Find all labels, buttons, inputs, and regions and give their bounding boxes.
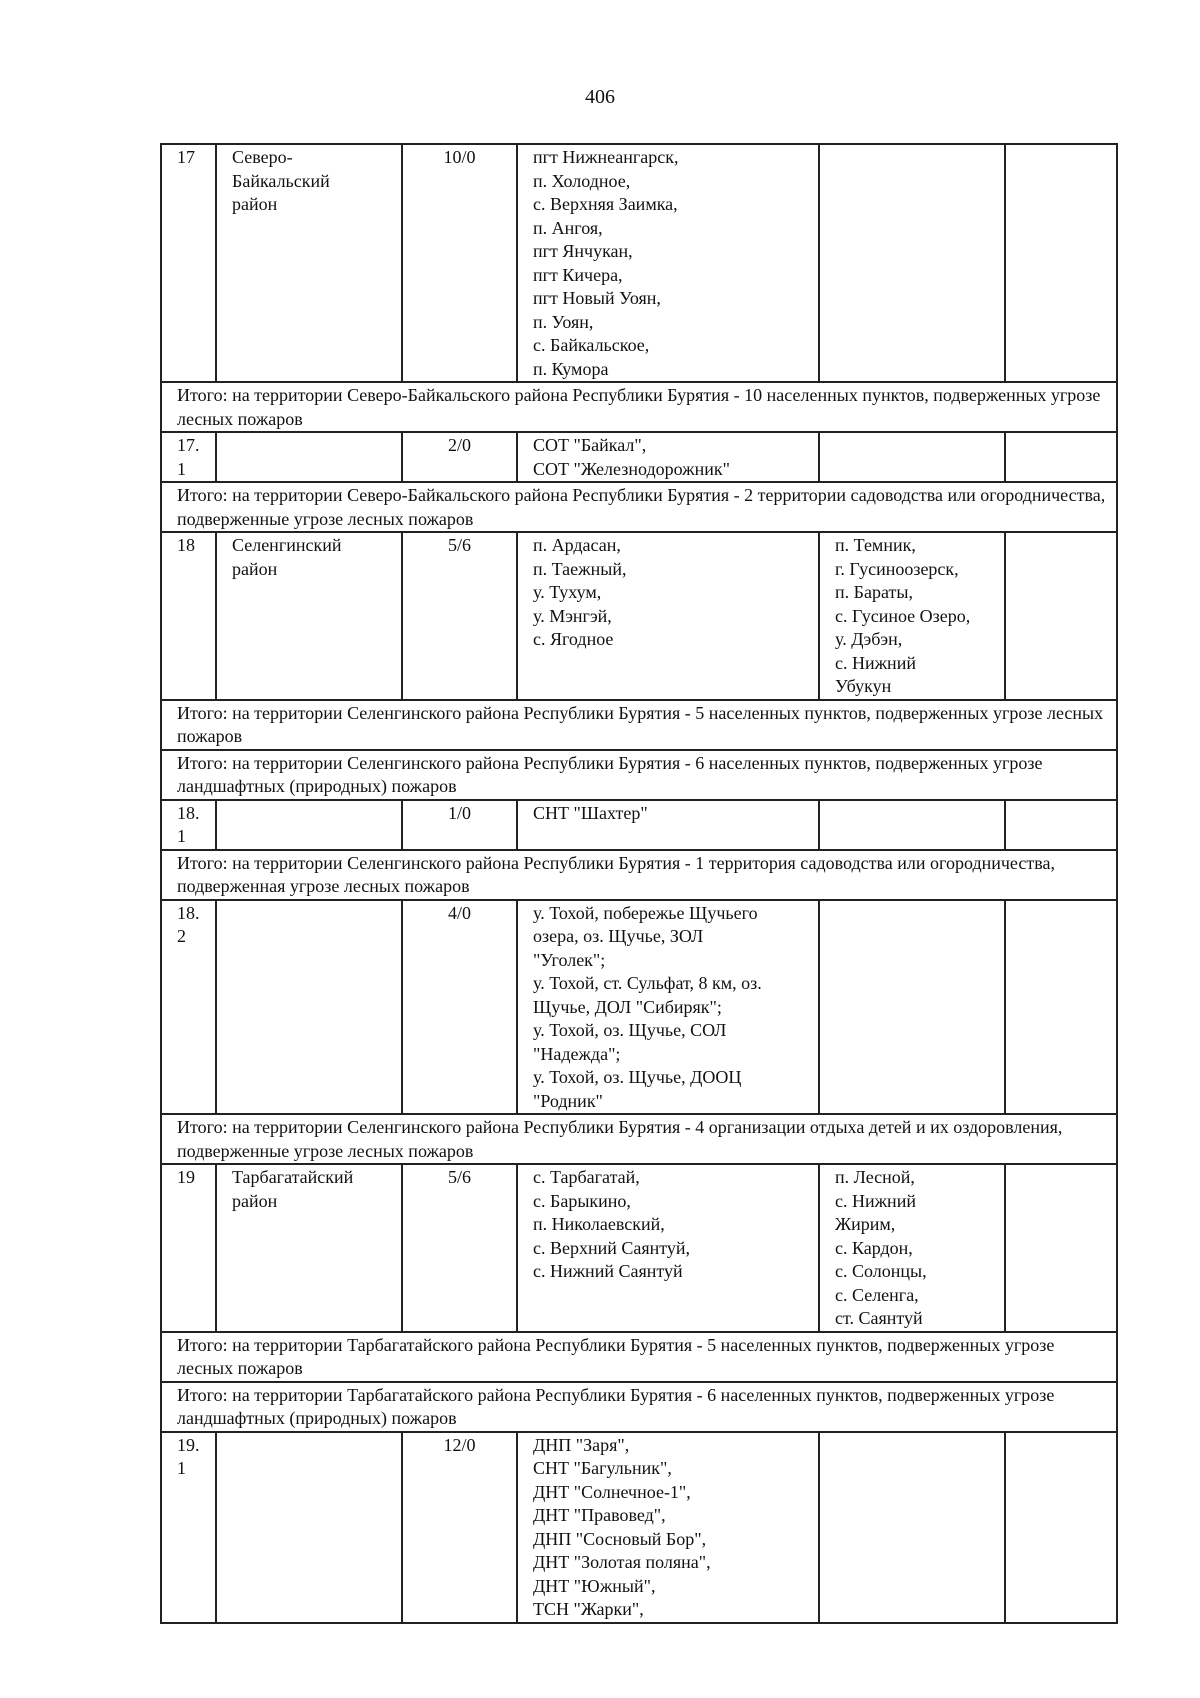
row-number: 18. 2 <box>161 900 216 1115</box>
forest-fire-settlements: ДНП "Заря", СНТ "Багульник", ДНТ "Солнечное-1", ДНТ "Правовед", ДНП "Сосновый Бор", ДНТ "Золотая поляна", ДНТ "Южный", ТСН "Жарки", <box>517 1432 819 1623</box>
table-row <box>161 1164 1117 1332</box>
summary-row <box>161 1382 1117 1432</box>
summary-text: Итого: на территории Селенгинского района Республики Бурятия - 1 территория садоводства или огородничества, подверженная угрозе лесных пожаров <box>161 850 1117 900</box>
summary-row <box>161 700 1117 750</box>
empty-cell <box>1005 432 1117 482</box>
table-row <box>161 800 1117 850</box>
counts-cell: 4/0 <box>402 900 517 1115</box>
forest-fire-settlements: СНТ "Шахтер" <box>517 800 819 850</box>
row-number: 17. 1 <box>161 432 216 482</box>
landscape-fire-settlements: п. Лесной, с. Нижний Жирим, с. Кардон, с. Солонцы, с. Селенга, ст. Саянтуй <box>819 1164 1005 1332</box>
forest-fire-settlements: с. Тарбагатай, с. Барыкино, п. Николаевский, с. Верхний Саянтуй, с. Нижний Саянтуй <box>517 1164 819 1332</box>
empty-cell <box>1005 144 1117 382</box>
counts-cell: 10/0 <box>402 144 517 382</box>
landscape-fire-settlements <box>819 800 1005 850</box>
district-name: Тарбагатайский район <box>216 1164 402 1332</box>
summary-text: Итого: на территории Северо-Байкальского района Республики Бурятия - 10 населенных пунктов, подверженных угрозе лесных пожаров <box>161 382 1117 432</box>
summary-text: Итого: на территории Тарбагатайского района Республики Бурятия - 5 населенных пунктов, подверженных угрозе лесных пожаров <box>161 1332 1117 1382</box>
district-name <box>216 800 402 850</box>
counts-cell: 12/0 <box>402 1432 517 1623</box>
table-row <box>161 900 1117 1115</box>
row-number: 19. 1 <box>161 1432 216 1623</box>
row-number: 18 <box>161 532 216 700</box>
row-number: 18. 1 <box>161 800 216 850</box>
summary-row <box>161 482 1117 532</box>
landscape-fire-settlements <box>819 1432 1005 1623</box>
table-row <box>161 144 1117 382</box>
empty-cell <box>1005 1432 1117 1623</box>
empty-cell <box>1005 800 1117 850</box>
landscape-fire-settlements <box>819 900 1005 1115</box>
row-number: 17 <box>161 144 216 382</box>
summary-text: Итого: на территории Селенгинского района Республики Бурятия - 4 организации отдыха детей и их оздоровления, подверженные угрозе лесных пожаров <box>161 1114 1117 1164</box>
counts-cell: 5/6 <box>402 1164 517 1332</box>
district-name: Северо- Байкальский район <box>216 144 402 382</box>
summary-row <box>161 850 1117 900</box>
forest-fire-settlements: пгт Нижнеангарск, п. Холодное, с. Верхняя Заимка, п. Ангоя, пгт Янчукан, пгт Кичера, пгт Новый Уоян, п. Уоян, с. Байкальское, п. Кумора <box>517 144 819 382</box>
district-name: Селенгинский район <box>216 532 402 700</box>
summary-row <box>161 1332 1117 1382</box>
summary-text: Итого: на территории Селенгинского района Республики Бурятия - 6 населенных пунктов, подверженных угрозе ландшафтных (природных) пожаров <box>161 750 1117 800</box>
summary-row <box>161 1114 1117 1164</box>
landscape-fire-settlements: п. Темник, г. Гусиноозерск, п. Бараты, с. Гусиное Озеро, у. Дэбэн, с. Нижний Убукун <box>819 532 1005 700</box>
summary-text: Итого: на территории Тарбагатайского района Республики Бурятия - 6 населенных пунктов, подверженных угрозе ландшафтных (природных) пожаров <box>161 1382 1117 1432</box>
district-name <box>216 1432 402 1623</box>
row-number: 19 <box>161 1164 216 1332</box>
landscape-fire-settlements <box>819 144 1005 382</box>
empty-cell <box>1005 900 1117 1115</box>
summary-text: Итого: на территории Северо-Байкальского района Республики Бурятия - 2 территории садоводства или огородничества, подверженные угрозе лесных пожаров <box>161 482 1117 532</box>
counts-cell: 5/6 <box>402 532 517 700</box>
forest-fire-settlements: СОТ "Байкал", СОТ "Железнодорожник" <box>517 432 819 482</box>
district-name <box>216 900 402 1115</box>
summary-text: Итого: на территории Селенгинского района Республики Бурятия - 5 населенных пунктов, подверженных угрозе лесных пожаров <box>161 700 1117 750</box>
table-row <box>161 1432 1117 1623</box>
summary-row <box>161 382 1117 432</box>
empty-cell <box>1005 1164 1117 1332</box>
district-name <box>216 432 402 482</box>
table-row <box>161 532 1117 700</box>
landscape-fire-settlements <box>819 432 1005 482</box>
forest-fire-settlements: п. Ардасан, п. Таежный, у. Тухум, у. Мэнгэй, с. Ягодное <box>517 532 819 700</box>
counts-cell: 1/0 <box>402 800 517 850</box>
summary-row <box>161 750 1117 800</box>
forest-fire-settlements: у. Тохой, побережье Щучьего озера, оз. Щучье, ЗОЛ "Уголек"; у. Тохой, ст. Сульфат, 8 км, оз. Щучье, ДОЛ "Сибиряк"; у. Тохой, оз. Щучье, СОЛ "Надежда"; у. Тохой, оз. Щучье, ДООЦ "Родник" <box>517 900 819 1115</box>
empty-cell <box>1005 532 1117 700</box>
table-row <box>161 432 1117 482</box>
counts-cell: 2/0 <box>402 432 517 482</box>
settlements-table <box>160 143 1118 1624</box>
page-number: 406 <box>585 86 615 108</box>
